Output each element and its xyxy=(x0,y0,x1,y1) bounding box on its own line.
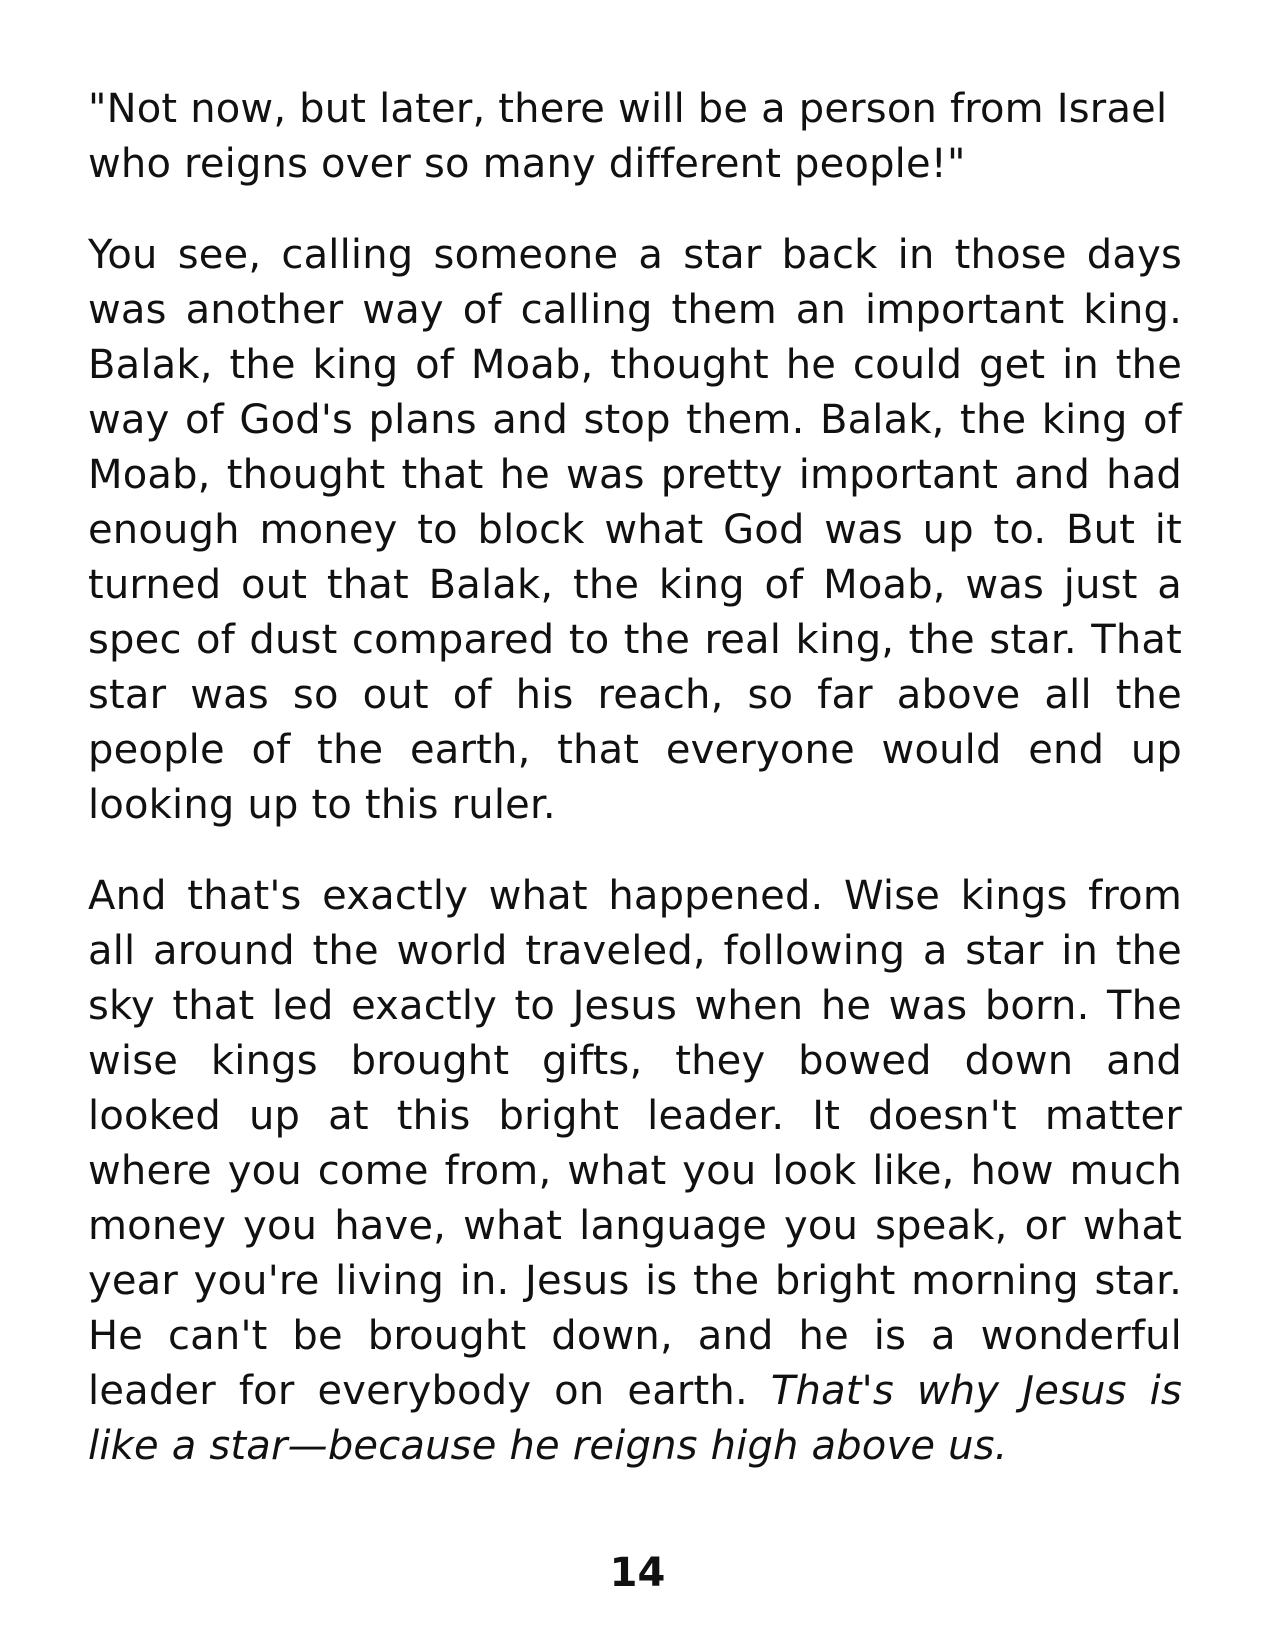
paragraph-3 xyxy=(88,869,1182,1474)
page-body xyxy=(88,82,1182,1510)
paragraph-3-italic: That's why Jesus is like a star—because he reigns high above us. xyxy=(88,1368,1182,1469)
paragraph-2: You see, calling someone a star back in those days was another way of calling them an important king. Balak, the king of Moab, thought he could get in the way of God's plans and stop them. Balak, the king of Moab, thought that he was pretty important and had enough money to block what God was up to. But it turned out that Balak, the king of Moab, was just a spec of dust compared to the real king, the star. That star was so out of his reach, so far above all the people of the earth, that everyone would end up looking up to this ruler. xyxy=(88,232,1182,828)
paragraph-1: "Not now, but later, there will be a person from Israel who reigns over so many different people!" xyxy=(88,86,1168,187)
page-number: 14 xyxy=(609,1550,666,1596)
paragraph-3-text: And that's exactly what happened. Wise kings from all around the world traveled, following a star in the sky that led exactly to Jesus when he was born. The wise kings brought gifts, they bowed down and looked up at this bright leader. It doesn't matter where you come from, what you look like, how much money you have, what language you speak, or what year you're living in. Jesus is the bright morning star. He can't be brought down, and he is a wonderful leader for everybody on earth. xyxy=(88,873,1182,1414)
